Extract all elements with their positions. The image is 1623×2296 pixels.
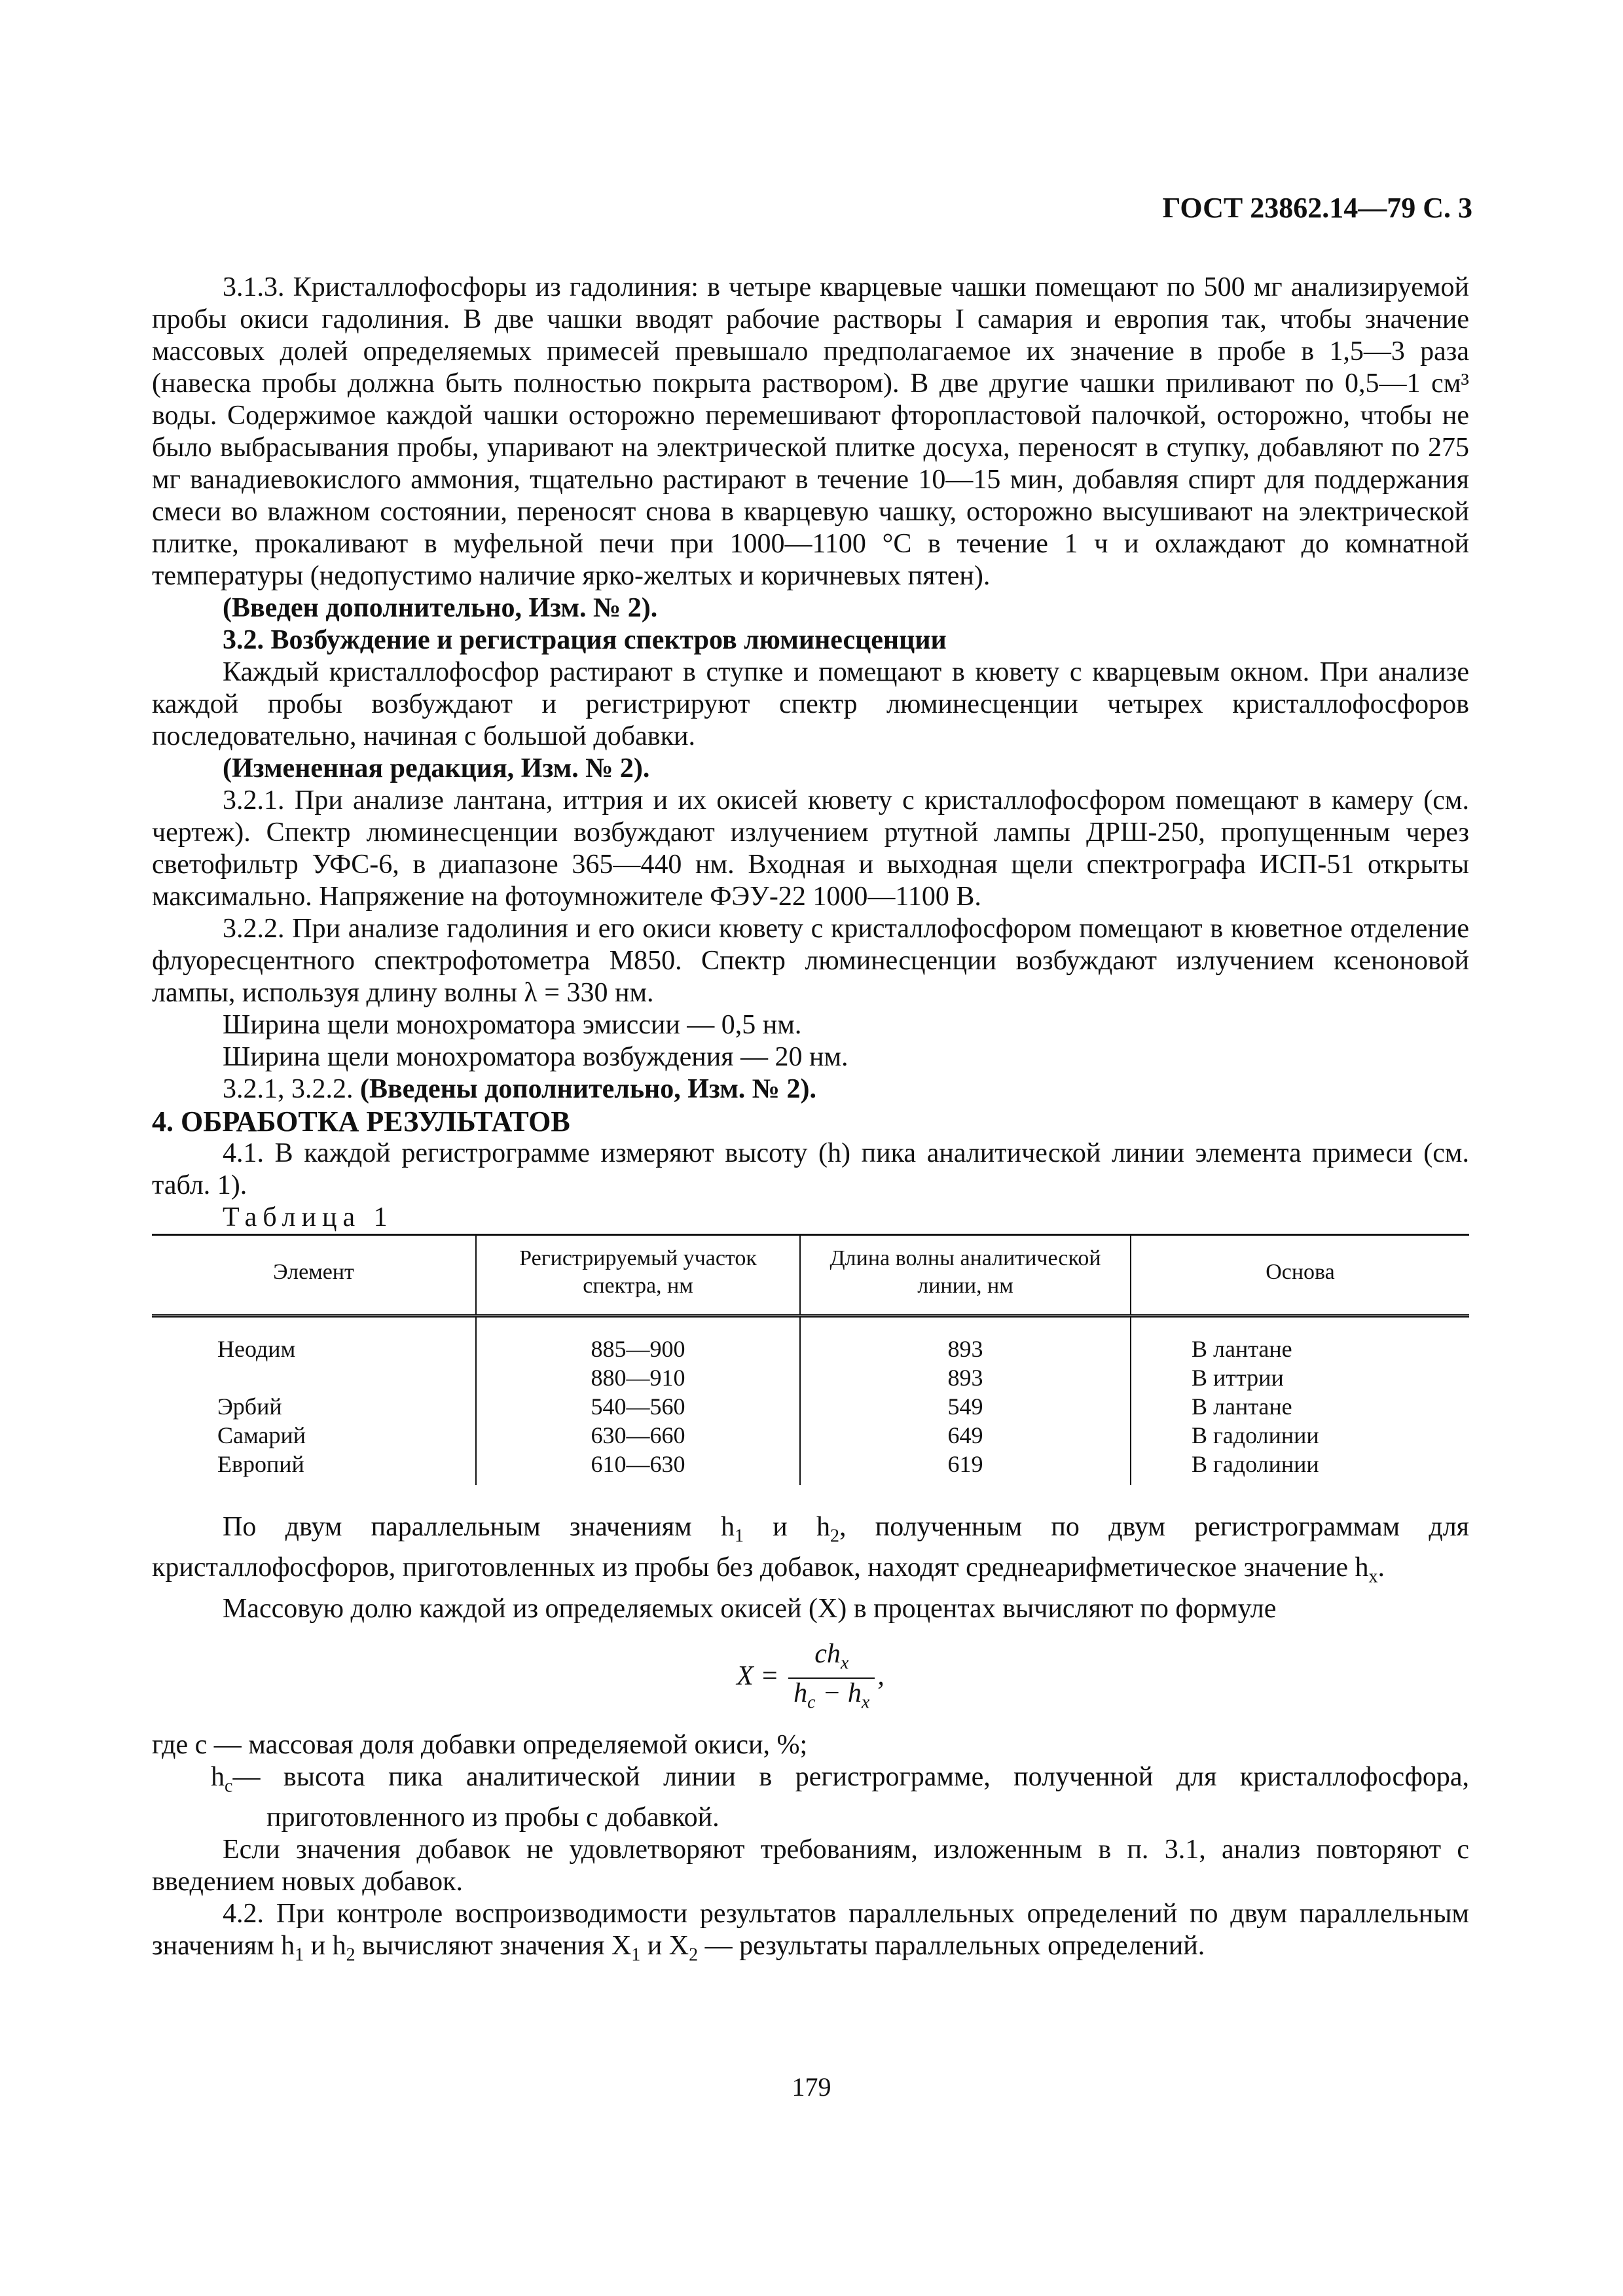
cell-element: Неодим bbox=[217, 1336, 296, 1362]
cell-wavelength: 893 bbox=[800, 1363, 1131, 1392]
cell-base: В гадолинии bbox=[1131, 1450, 1469, 1485]
column-header: Длина волны аналитической линии, нм bbox=[800, 1235, 1131, 1316]
text-run: По двум параллельным значениям h bbox=[223, 1512, 735, 1542]
paragraph-mass-fraction: Массовую долю каждой из определяемых окисей (X) в процентах вычисляют по формуле bbox=[223, 1593, 1277, 1624]
amendment-note: (Введен дополнительно, Изм. № 2). bbox=[223, 593, 658, 623]
formula-term: − h bbox=[815, 1678, 862, 1709]
text-run: — результаты параллельных определений. bbox=[698, 1930, 1205, 1961]
amendment-note bbox=[152, 1073, 1469, 1105]
cell-range: 610—630 bbox=[476, 1450, 800, 1485]
formula-numerator bbox=[788, 1640, 875, 1679]
cell-range: 540—560 bbox=[476, 1392, 800, 1421]
paragraph-average bbox=[152, 1511, 1469, 1593]
cell-element: Европий bbox=[217, 1451, 304, 1477]
table-header-row bbox=[152, 1235, 1469, 1316]
subscript: 2 bbox=[830, 1526, 839, 1547]
formula-tail: , bbox=[877, 1660, 884, 1691]
subscript: 1 bbox=[295, 1945, 304, 1965]
cell-range: 885—900 bbox=[476, 1316, 800, 1364]
paragraph-emission-slit: Ширина щели монохроматора эмиссии — 0,5 нм. bbox=[223, 1010, 802, 1040]
subsection-heading-3-2: 3.2. Возбуждение и регистрация спектров люминесценции bbox=[223, 625, 947, 655]
text-run: вычисляют значения X bbox=[355, 1930, 632, 1961]
cell-wavelength: 619 bbox=[800, 1450, 1131, 1485]
cell-wavelength: 549 bbox=[800, 1392, 1131, 1421]
subscript: x bbox=[861, 1692, 870, 1713]
running-header: ГОСТ 23862.14—79 С. 3 bbox=[1162, 192, 1472, 224]
amendment-note: (Измененная редакция, Изм. № 2). bbox=[223, 753, 650, 783]
cell-base: В иттрии bbox=[1131, 1363, 1469, 1392]
formula-term: ch bbox=[814, 1638, 841, 1669]
text-run: — высота пика аналитической линии в регистрограмме, полученной для кристаллофосфора, приготовленного из пробы с добавкой. bbox=[232, 1761, 1469, 1833]
cell-base: В лантане bbox=[1131, 1316, 1469, 1364]
subscript: x bbox=[840, 1653, 849, 1674]
cell-element bbox=[152, 1363, 476, 1392]
subscript: 1 bbox=[734, 1526, 744, 1547]
table-caption: Таблица 1 bbox=[223, 1202, 393, 1232]
subscript: 2 bbox=[346, 1945, 356, 1965]
paragraph-excitation-slit: Ширина щели монохроматора возбуждения — 20 нм. bbox=[223, 1042, 848, 1072]
paragraph-3-2-1: 3.2.1. При анализе лантана, иттрия и их окисей кювету с кристаллофосфором помещают в камеру (см. чертеж). Спектр люминесценции возбуждают излучением ртутной лампы ДРШ-250, пропущенным через светофильтр УФС-6, в диапазоне 365—440 нм. Входная и выходная щели спектрографа ИСП-51 открыты максимально. Напряжение на фотоумножителе ФЭУ-22 1000—1100 В. bbox=[152, 785, 1469, 912]
paragraph-4-2 bbox=[152, 1898, 1469, 1971]
text-run: и X bbox=[640, 1930, 689, 1961]
column-header: Элемент bbox=[152, 1235, 476, 1316]
table-row bbox=[152, 1450, 1469, 1485]
legend-hc bbox=[152, 1761, 1469, 1834]
formula-lhs: X = bbox=[737, 1660, 779, 1691]
subscript: c bbox=[225, 1775, 233, 1796]
paragraph-4-1: 4.1. В каждой регистрограмме измеряют высоту (h) пика аналитической линии элемента примеси (см. табл. 1). bbox=[152, 1138, 1469, 1200]
cell-wavelength: 893 bbox=[800, 1316, 1131, 1364]
table-1 bbox=[152, 1234, 1469, 1485]
formula-term: h bbox=[793, 1678, 808, 1709]
paragraph-3-1-3: 3.1.3. Кристаллофосфоры из гадолиния: в четыре кварцевые чашки помещают по 500 мг анализируемой пробы окиси гадолиния. В две чашки вводят рабочие растворы I самария и европия так, чтобы значение массовых долей определяемых примесей превышало предполагаемое их значение в пробе в 1,5—3 раза (навеска пробы должна быть полностью покрыта раствором). В две другие чашки приливают по 0,5—1 см³ воды. Содержимое каждой чашки осторожно перемешивают фторопластовой палочкой, осторожно, чтобы не было выбрасывания пробы, упаривают на электрической плитке досуха, переносят в ступку, добавляют по 275 мг ванадиевокислого аммония, тщательно растирают в течение 10—15 мин, добавляя спирт для поддержания смеси во влажном состоянии, переносят снова в кварцевую чашку, осторожно высушивают на электрической плитке, прокаливают в муфельной печи при 1000—1100 °С в течение 1 ч и охлаждают до комнатной температуры (недопустимо наличие ярко-желтых и коричневых пятен). bbox=[152, 272, 1469, 591]
text-run: h bbox=[211, 1761, 225, 1792]
cell-element: Эрбий bbox=[217, 1393, 282, 1420]
note-text: (Введены дополнительно, Изм. № 2). bbox=[360, 1074, 816, 1104]
formula-mass-fraction bbox=[152, 1640, 1469, 1717]
paragraph-3-2-2: 3.2.2. При анализе гадолиния и его окиси кювету с кристаллофосфором помещают в кюветное отделение флуоресцентного спектрофотометра М850. Спектр люминесценции возбуждают излучением ксеноновой лампы, используя длину волны λ = 330 нм. bbox=[152, 914, 1469, 1008]
cell-range: 880—910 bbox=[476, 1363, 800, 1392]
cell-base: В гадолинии bbox=[1131, 1421, 1469, 1450]
section-heading-4: 4. ОБРАБОТКА РЕЗУЛЬТАТОВ bbox=[152, 1105, 570, 1138]
table-row bbox=[152, 1316, 1469, 1364]
formula-legend bbox=[152, 1729, 1469, 1834]
table-row bbox=[152, 1363, 1469, 1392]
paragraph-repeat: Если значения добавок не удовлетворяют требованиям, изложенным в п. 3.1, анализ повторяют с введением новых добавок. bbox=[152, 1834, 1469, 1897]
cell-wavelength: 649 bbox=[800, 1421, 1131, 1450]
page-number: 179 bbox=[792, 2072, 831, 2102]
text-run: и h bbox=[743, 1512, 830, 1542]
paragraph-3-2: Каждый кристаллофосфор растирают в ступке и помещают в кювету с кварцевым окном. При анализе каждой пробы возбуждают и регистрируют спектр люминесценции четырех кристаллофосфоров последовательно, начиная с большой добавки. bbox=[152, 657, 1469, 751]
cell-element: Самарий bbox=[217, 1422, 306, 1448]
text-run: и h bbox=[304, 1930, 346, 1961]
text-run: . bbox=[1377, 1552, 1385, 1583]
text-run: , полученным по двум регистрограммам для кристаллофосфоров, приготовленных из пробы без добавок, находят среднеарифметическое значение h bbox=[152, 1512, 1469, 1583]
note-ref: 3.2.1, 3.2.2. bbox=[223, 1074, 354, 1104]
subscript: c bbox=[807, 1692, 816, 1713]
subscript: 2 bbox=[689, 1945, 699, 1965]
column-header: Регистрируемый участок спектра, нм bbox=[476, 1235, 800, 1316]
formula-fraction bbox=[788, 1640, 875, 1717]
table-row bbox=[152, 1421, 1469, 1450]
subscript: x bbox=[1368, 1566, 1378, 1587]
table-row bbox=[152, 1392, 1469, 1421]
text-run: 4.2. При контроле воспроизводимости результатов параллельных определений по двум параллельным значениям h bbox=[152, 1898, 1469, 1961]
legend-c: где c — массовая доля добавки определяемой окиси, %; bbox=[152, 1729, 808, 1760]
cell-base: В лантане bbox=[1131, 1392, 1469, 1421]
page-body bbox=[152, 272, 1469, 1971]
formula-denominator bbox=[788, 1679, 875, 1717]
subscript: 1 bbox=[631, 1945, 641, 1965]
cell-range: 630—660 bbox=[476, 1421, 800, 1450]
column-header: Основа bbox=[1131, 1235, 1469, 1316]
